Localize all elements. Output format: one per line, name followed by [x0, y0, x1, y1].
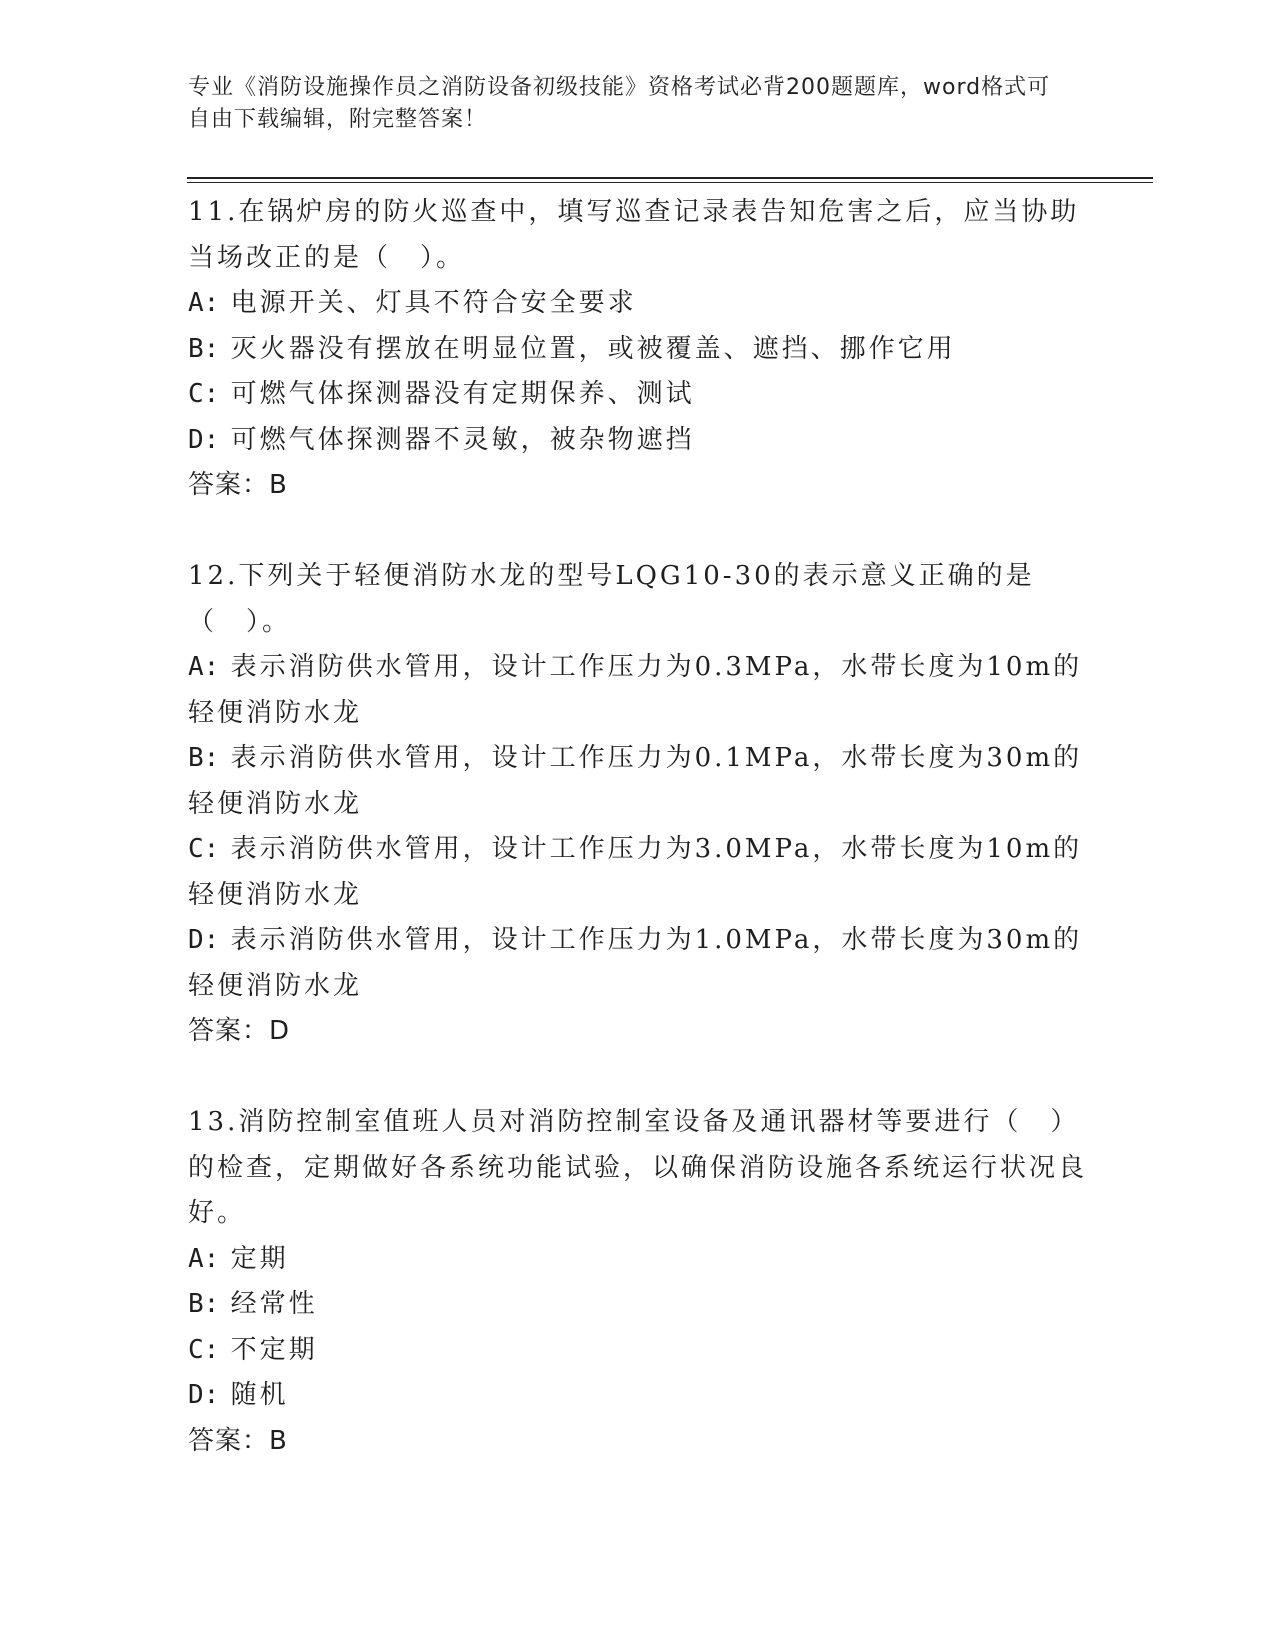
option-b	[188, 327, 1088, 373]
option-letter: A:	[188, 1243, 220, 1274]
option-letter: B:	[188, 1289, 220, 1319]
document-header: 专业《消防设施操作员之消防设备初级技能》资格考试必背200题题库，word格式可自由下载编辑，附完整答案！	[188, 75, 1051, 132]
answer-line: 答案：B	[188, 1425, 288, 1456]
option-a	[188, 281, 1088, 327]
option-a	[188, 645, 1088, 736]
option-c	[188, 827, 1088, 918]
answer-line: 答案：B	[188, 470, 288, 500]
option-d	[188, 918, 1088, 1009]
option-text: 表示消防供水管用，设计工作压力为0.3MPa，水带长度为10m的轻便消防水龙	[188, 652, 1083, 728]
option-text: 不定期	[230, 1334, 318, 1365]
question-spacer	[188, 509, 1088, 555]
header-rule-thin	[187, 182, 1153, 183]
option-letter: C:	[188, 834, 220, 864]
option-text: 灭火器没有摆放在明显位置，或被覆盖、遮挡、挪作它用	[230, 333, 956, 364]
option-text: 定期	[230, 1243, 289, 1274]
option-text: 表示消防供水管用，设计工作压力为0.1MPa，水带长度为30m的轻便消防水龙	[188, 743, 1083, 819]
answer-line: 答案：D	[188, 1016, 291, 1046]
option-letter: D:	[188, 1380, 220, 1410]
question-11	[188, 190, 1088, 509]
option-letter: C:	[188, 1334, 220, 1365]
option-text: 电源开关、灯具不符合安全要求	[230, 288, 637, 318]
option-text: 可燃气体探测器没有定期保养、测试	[230, 379, 695, 409]
question-list	[188, 190, 1088, 1464]
option-text: 经常性	[230, 1289, 318, 1319]
option-letter: D:	[188, 925, 220, 955]
option-c	[188, 1328, 1088, 1374]
option-letter: A:	[188, 652, 220, 682]
option-c	[188, 372, 1088, 418]
header-rule-thick	[187, 177, 1153, 179]
question-13	[188, 1100, 1088, 1464]
option-text: 表示消防供水管用，设计工作压力为1.0MPa，水带长度为30m的轻便消防水龙	[188, 925, 1083, 1001]
option-b	[188, 1282, 1088, 1328]
option-letter: B:	[188, 743, 220, 773]
question-12	[188, 554, 1088, 1055]
option-text: 表示消防供水管用，设计工作压力为3.0MPa，水带长度为10m的轻便消防水龙	[188, 834, 1083, 910]
option-letter: B:	[188, 333, 220, 364]
option-text: 可燃气体探测器不灵敏，被杂物遮挡	[230, 424, 695, 455]
option-text: 随机	[230, 1380, 289, 1410]
option-letter: D:	[188, 424, 220, 455]
option-b	[188, 736, 1088, 827]
question-stem: 11.在锅炉房的防火巡查中，填写巡查记录表告知危害之后，应当协助当场改正的是（ ）。	[188, 197, 1080, 273]
option-letter: A:	[188, 288, 220, 318]
option-d	[188, 418, 1088, 464]
option-a	[188, 1237, 1088, 1283]
option-d	[188, 1373, 1088, 1419]
question-spacer	[188, 1055, 1088, 1101]
question-stem: 12.下列关于轻便消防水龙的型号LQG10-30的表示意义正确的是（ ）。	[188, 561, 1035, 637]
option-letter: C:	[188, 379, 220, 409]
question-stem: 13.消防控制室值班人员对消防控制室设备及通讯器材等要进行（ ）的检查，定期做好各系统功能试验，以确保消防设施各系统运行状况良好。	[188, 1107, 1088, 1228]
